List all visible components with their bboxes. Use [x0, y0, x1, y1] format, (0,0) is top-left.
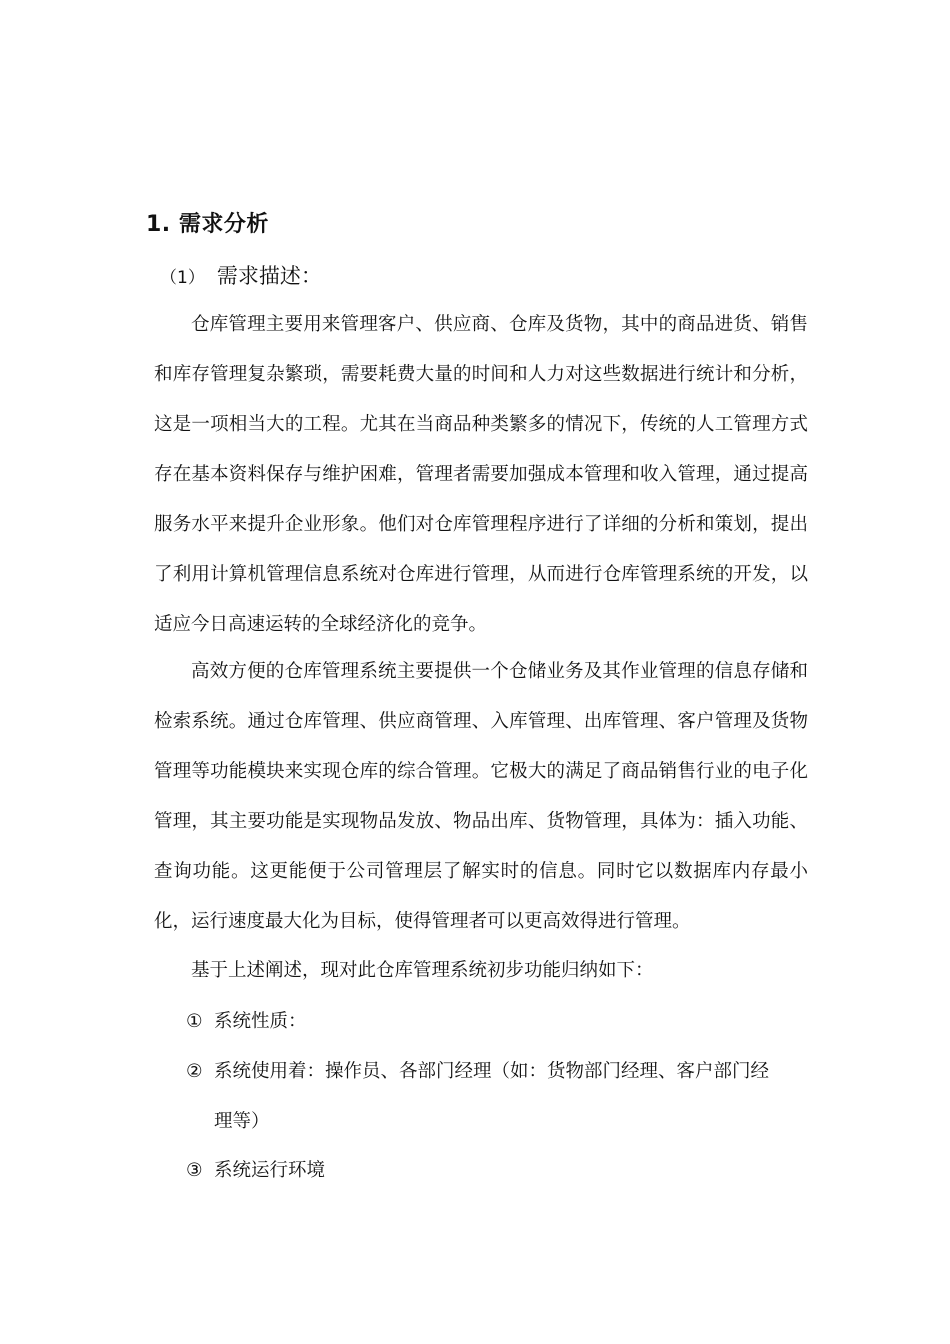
paragraph-text: 仓库管理主要用来管理客户、供应商、仓库及货物，其中的商品进货、销售和库存管理复杂繁琐，需要耗费大量的时间和人力对这些数据进行统计和分析，这是一项相当大的工程。尤其在当商品种类繁多的情况下，传统的人工管理方式存在基本资料保存与维护困难，管理者需要加强成本管理和收入管理，通过提高服务水平来提升企业形象。他们对仓库管理程序进行了详细的分析和策划，提出了利用计算机管理信息系统对仓库进行管理，从而进行仓库管理系统的开发，以适应今日高速运转的全球经济化的竞争。	[154, 314, 808, 635]
list-marker: ③	[186, 1160, 203, 1181]
list-item-text: 系统性质：	[214, 1011, 307, 1032]
list-item-text: 系统运行环境	[214, 1160, 326, 1181]
subsection-heading	[160, 260, 322, 294]
list-item	[186, 1146, 806, 1196]
paragraph-text: 高效方便的仓库管理系统主要提供一个仓储业务及其作业管理的信息存储和检索系统。通过仓库管理、供应商管理、入库管理、出库管理、客户管理及货物管理等功能模块来实现仓库的综合管理。它极大的满足了商品销售行业的电子化管理，其主要功能是实现物品发放、物品出库、货物管理，具体为：插入功能、查询功能。这更能便于公司管理层了解实时的信息。同时它以数据库内存最小化，运行速度最大化为目标，使得管理者可以更高效得进行管理。	[154, 661, 808, 932]
subsection-title: 需求描述：	[216, 264, 322, 288]
list-item	[186, 1047, 806, 1147]
list-marker: ②	[186, 1061, 203, 1082]
paragraph-description	[154, 300, 808, 650]
section-title: 1. 需求分析	[146, 212, 269, 237]
paragraph-summary-intro	[154, 946, 808, 996]
subsection-number: （1）	[160, 268, 205, 288]
paragraph-system-overview	[154, 647, 808, 947]
paragraph-text: 基于上述阐述，现对此仓库管理系统初步功能归纳如下：	[191, 960, 654, 981]
list-marker: ①	[186, 1011, 203, 1032]
list-item	[186, 997, 806, 1047]
list-item-text-continued: 理等）	[214, 1111, 270, 1132]
list-item-text: 系统使用着：操作员、各部门经理（如：货物部门经理、客户部门经	[214, 1061, 770, 1082]
